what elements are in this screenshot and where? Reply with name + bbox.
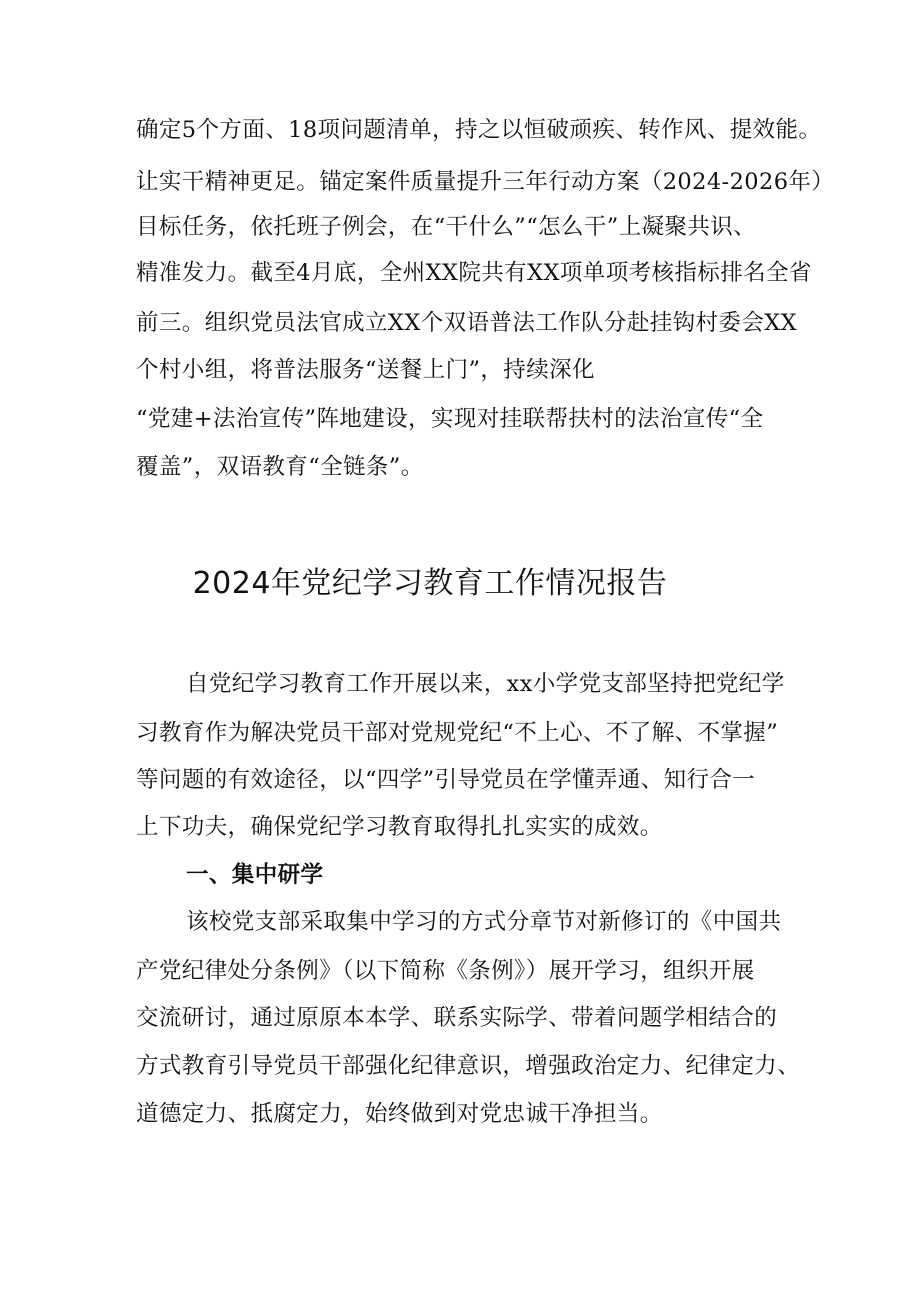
paragraph-line: 让实干精神更足。锚定案件质量提升三年行动方案（2024-2026年） [136, 169, 835, 195]
intro-line: 习教育作为解决党员干部对党规党纪“不上心、不了解、不掌握” [136, 720, 779, 746]
section-line: 产党纪律处分条例》（以下简称《条例》）展开学习，组织开展 [136, 958, 755, 984]
paragraph-line: 目标任务，依托班子例会，在“干什么”“怎么干”上凝聚共识、 [136, 214, 757, 240]
paragraph-line: 覆盖”，双语教育“全链条”。 [136, 454, 424, 480]
paragraph-line: “党建+法治宣传”阵地建设，实现对挂联帮扶村的法治宣传“全 [136, 406, 764, 432]
section-line: 方式教育引导党员干部强化纪律意识，增强政治定力、纪律定力、 [136, 1053, 801, 1079]
paragraph-line: 精准发力。截至4月底，全州XX院共有XX项单项考核指标排名全省 [136, 260, 812, 286]
section-line: 该校党支部采取集中学习的方式分章节对新修订的《中国共 [186, 909, 782, 935]
section-line: 道德定力、抵腐定力，始终做到对党忠诚干净担当。 [136, 1101, 663, 1127]
paragraph-line: 确定5个方面、18项问题清单，持之以恒破顽疾、转作风、提效能。 [136, 117, 822, 143]
intro-line: 自党纪学习教育工作开展以来，xx小学党支部坚持把党纪学 [186, 671, 785, 697]
section-line: 交流研讨，通过原原本本学、联系实际学、带着问题学相结合的 [136, 1005, 778, 1031]
paragraph-line: 前三。组织党员法官成立XX个双语普法工作队分赴挂钩村委会XX [136, 310, 798, 336]
intro-line: 上下功夫，确保党纪学习教育取得扎扎实实的成效。 [136, 814, 663, 840]
intro-line: 等问题的有效途径，以“四学”引导党员在学懂弄通、知行合一 [136, 767, 756, 793]
section-heading: 一、集中研学 [186, 862, 324, 888]
paragraph-line: 个村小组，将普法服务“送餐上门”，持续深化 [136, 357, 595, 383]
report-title: 2024年党纪学习教育工作情况报告 [192, 566, 668, 601]
